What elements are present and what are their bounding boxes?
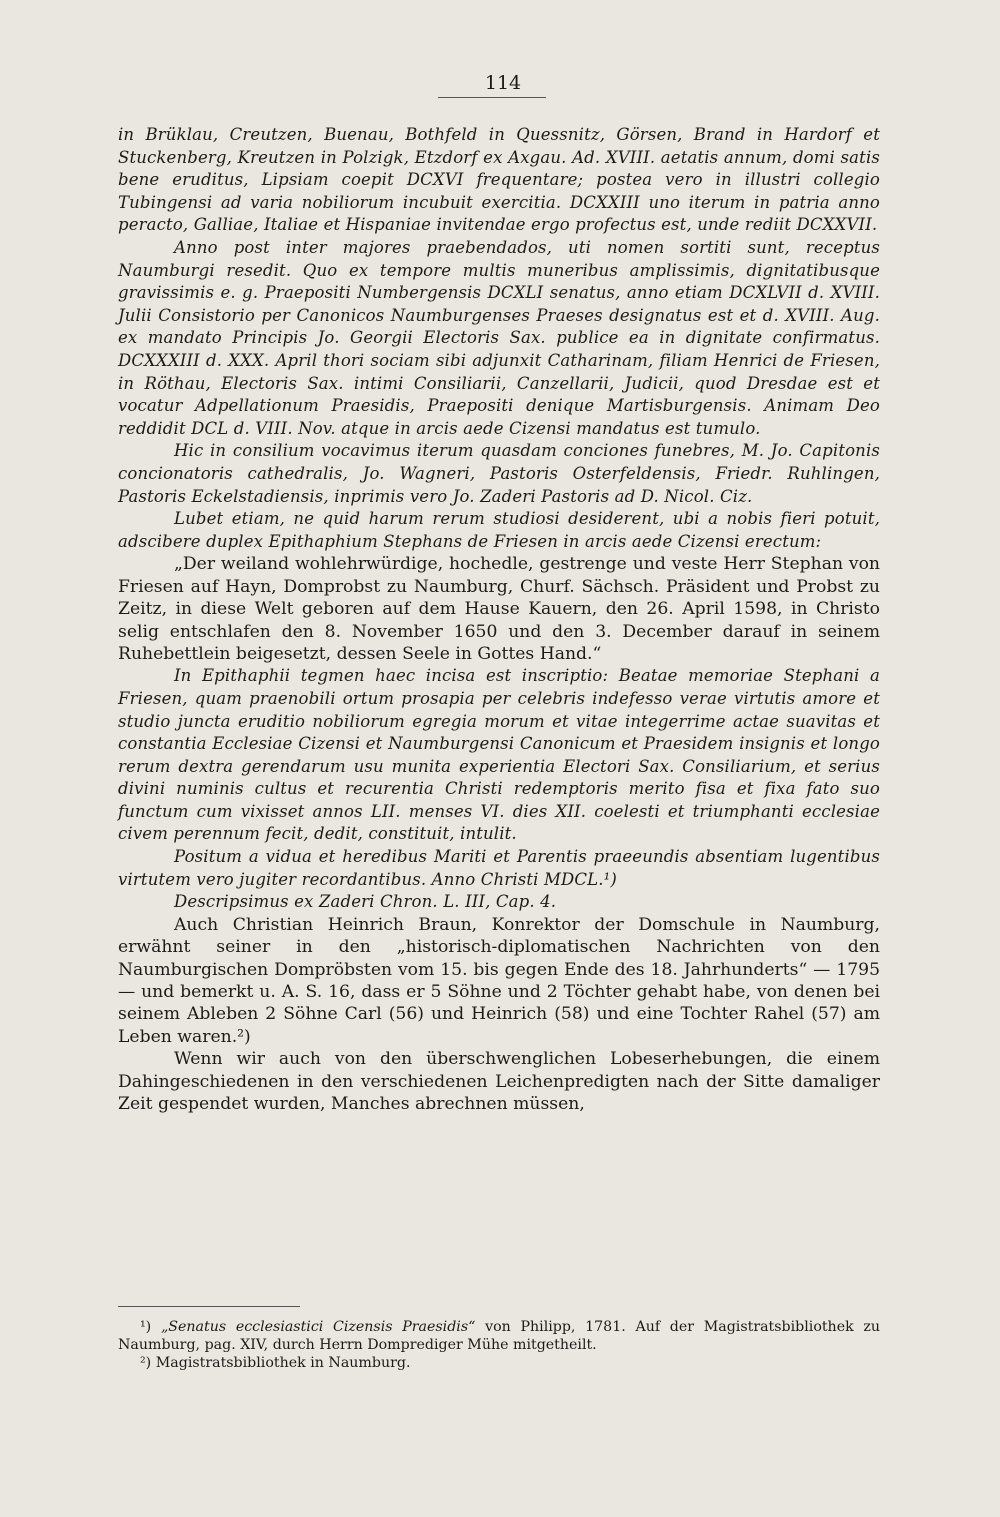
paragraph-positum: Positum a vidua et heredibus Mariti et Parentis praeeundis absentiam lugentibus virtutem vero jugiter recordantibus. Anno Christi MDCL.¹) <box>118 847 880 889</box>
paragraph-braun-account: Auch Christian Heinrich Braun, Konrektor der Domschule in Naumburg, erwähnt seiner in den „historisch-diplomatischen Nachrichten von den Naumburgischen Dompröbsten vom 15. bis gegen Ende des 18. Jahrhunderts“ — 1795 — und bemerkt u. A. S. 16, dass er 5 Söhne und 2 Töchter gehabt habe, von denen bei seinem Ableben 2 Söhne Carl (56) und Heinrich (58) und eine Tochter Rahel (57) am Leben waren.²) <box>118 914 880 1047</box>
paragraph-closing: Wenn wir auch von den überschwenglichen Lobeserhebungen, die einem Dahingeschiedenen in den verschiedenen Leichenpredigten nach der Sitte damaliger Zeit gespendet wurden, Manches abrechnen müssen, <box>118 1049 880 1115</box>
paragraph-latin-inscription: In Epithaphii tegmen haec incisa est inscriptio: Beatae memoriae Stephani a Friesen, quam praenobili ortum prosapia per celebris indefesso verae virtutis amore et studio juncta eruditio nobiliorum egregia morum et vitae integerrime actae suavitas et constantia Ecclesiae Cizensi et Naumburgensi Canonicum et Praesidem insignis et longo rerum dextra gerendarum usu munita experientia Electori Sax. Consiliarium, et serius divini numinis cultus et recurentia Christi redemptoris merito fisa et fixa fato suo functum cum vixisset annos LII. menses VI. dies XII. coelesti et triumphanti ecclesiae civem perennum fecit, dedit, constituit, intulit. <box>118 666 880 844</box>
paragraph-source-citation: Descripsimus ex Zaderi Chron. L. III, Cap. 4. <box>174 892 557 912</box>
page-number-rule <box>438 97 546 98</box>
footnote-1 <box>118 1318 880 1354</box>
footnotes <box>118 1318 880 1372</box>
footnote-rule <box>118 1306 300 1307</box>
paragraph-german-epitaph: „Der weiland wohlehrwürdige, hochedle, gestrenge und veste Herr Stephan von Friesen auf Hayn, Domprobst zu Naumburg, Churf. Sächsch. Präsident und Probst zu Zeitz, in diese Welt geboren auf dem Hause Kauern, den 26. April 1598, in Christo selig entschlafen den 8. November 1650 und den 3. December darauf in seinem Ruhebettlein beigesetzt, dessen Seele in Gottes Hand.“ <box>118 554 880 664</box>
page-number: 114 <box>484 72 522 94</box>
paragraph-naumburg-career: Anno post inter majores praebendados, uti nomen sortiti sunt, receptus Naumburgi resedit. Quo ex tempore multis muneribus amplissimis, dignitatibusque gravissimis e. g. Praepositi Numbergensis DCXLI senatus, anno etiam DCXLVII d. XVIII. Julii Consistorio per Canonicos Naumburgenses Praeses designatus est et d. XVIII. Aug. ex mandato Principis Jo. Georgii Electoris Sax. publice ea in dignitate confirmatus. DCXXXIII d. XXX. April thori sociam sibi adjunxit Catharinam, filiam Henrici de Friesen, in Röthau, Electoris Sax. intimi Consiliarii, Canzellarii, Judicii, quod Dresdae est et vocatur Adpellationum Praesidis, Praepositi denique Martisburgensis. Animam Deo reddidit DCL d. VIII. Nov. atque in arcis aede Cizensi mandatus est tumulo. <box>118 237 880 438</box>
footnote-2-text: Magistratsbibliothek in Naumburg. <box>155 1355 411 1371</box>
paragraph-biography-start: in Brüklau, Creutzen, Buenau, Bothfeld in Quessnitz, Görsen, Brand in Hardorf et Stuckenberg, Kreutzen in Polzigk, Etzdorf ex Axgau. Ad. XVIII. aetatis annum, domi satis bene eruditus, Lipsiam coepit DCXVI frequentare; postea vero in illustri collegio Tubingensi ad varia nobiliorum incubuit exercitia. DCXXIII uno iterum in patria anno peracto, Galliae, Italiae et Hispaniae invitendae ergo profectus est, unde rediit DCXXVII. <box>118 125 880 235</box>
paragraph-epitaph-intro: Lubet etiam, ne quid harum rerum studiosi desiderent, ubi a nobis fieri potuit, adscibere duplex Epithaphium Stephans de Friesen in arcis aede Cizensi erectum: <box>118 509 880 551</box>
paragraph-funeral-sermons: Hic in consilium vocavimus iterum quasdam conciones funebres, M. Jo. Capitonis concionatoris cathedralis, Jo. Wagneri, Pastoris Osterfeldensis, Friedr. Ruhlingen, Pastoris Eckelstadiensis, inprimis vero Jo. Zaderi Pastoris ad D. Nicol. Ciz. <box>118 441 880 506</box>
footnote-1-text: von Philipp, 1781. Auf der Magistratsbibliothek zu Naumburg, pag. XIV, durch Herrn Domprediger Mühe mitgetheilt. <box>118 1319 880 1353</box>
main-text <box>118 124 880 1116</box>
footnote-2 <box>118 1354 880 1372</box>
footnote-2-marker: ²) <box>140 1355 152 1371</box>
footnote-1-marker: ¹) <box>140 1319 152 1335</box>
footnote-1-title: „Senatus ecclesiastici Cizensis Praesidis“ <box>160 1319 476 1335</box>
